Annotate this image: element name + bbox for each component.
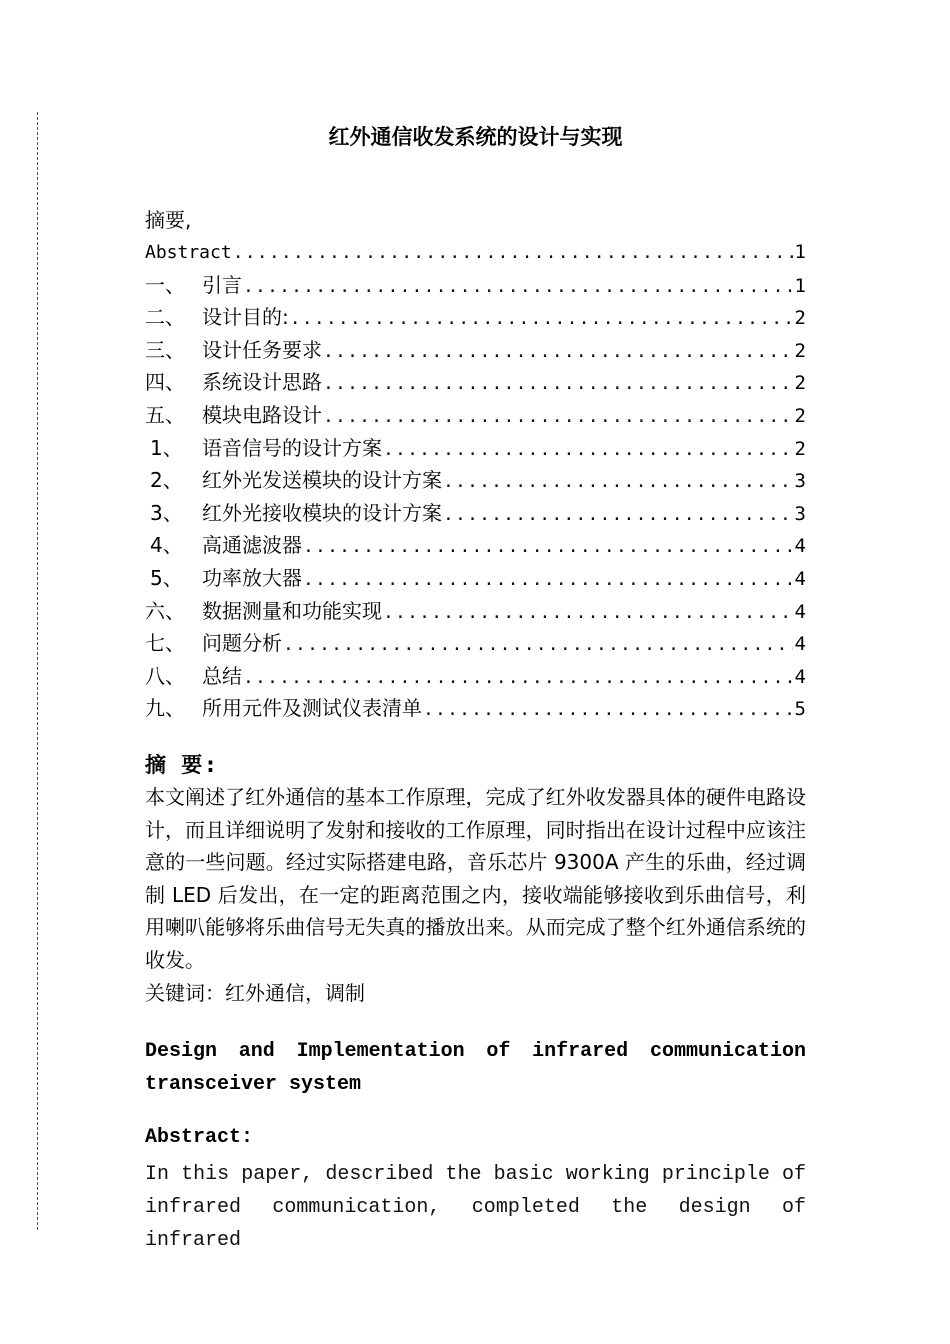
toc-entry-problem-analysis[interactable] bbox=[145, 627, 806, 660]
english-abstract-line-2: infrared communication, completed the design of infrared bbox=[145, 1196, 806, 1252]
toc-entry-component-list[interactable] bbox=[145, 692, 806, 725]
toc-entry-power-amplifier[interactable] bbox=[145, 562, 806, 595]
toc-entry-design-requirements[interactable] bbox=[145, 334, 806, 367]
toc-entry-number: 六、 bbox=[145, 598, 185, 623]
toc-entry-label: 总结 bbox=[202, 663, 242, 688]
toc-entry-summary[interactable] bbox=[145, 660, 806, 693]
toc-entry-number: 3、 bbox=[150, 500, 183, 525]
chinese-abstract-body: 本文阐述了红外通信的基本工作原理，完成了红外收发器具体的硬件电路设计，而且详细说明了发射和接收的工作原理，同时指出在设计过程中应该注意的一些问题。经过实际搭建电路，音乐芯片 9300A 产生的乐曲，经过调制 LED 后发出，在一定的距离范围之内，接收端能够接收到乐曲信号，利用喇叭能够将乐曲信号无失真的播放出来。从而完成了整个红外通信系统的收发。 bbox=[145, 785, 806, 972]
toc-leader-dots bbox=[442, 499, 793, 530]
toc-entry-label: 设计目的: bbox=[202, 305, 289, 330]
toc-entry-label: 红外光接收模块的设计方案 bbox=[202, 500, 442, 525]
binding-margin-line bbox=[37, 112, 38, 1230]
toc-entry-system-design[interactable] bbox=[145, 366, 806, 399]
toc-entry-page: 4 bbox=[794, 665, 806, 688]
toc-leader-dots bbox=[382, 434, 793, 465]
toc-entry-number: 九、 bbox=[145, 696, 185, 721]
toc-entry-label: 引言 bbox=[202, 272, 242, 297]
toc-entry-label: 高通滤波器 bbox=[202, 533, 302, 558]
toc-entry-page: 4 bbox=[794, 567, 806, 590]
toc-entry-voice-signal[interactable] bbox=[145, 432, 806, 465]
toc-entry-number: 2、 bbox=[150, 468, 183, 493]
english-abstract-body bbox=[145, 1158, 806, 1257]
toc-entry-page: 2 bbox=[794, 339, 806, 362]
english-title-line-1: Design and Implementation of infrared communication bbox=[145, 1040, 806, 1063]
toc-leader-dots bbox=[242, 662, 793, 693]
toc-entry-page: 5 bbox=[794, 698, 806, 721]
toc-leader-dots bbox=[232, 237, 793, 269]
toc-entry-number: 4、 bbox=[150, 533, 183, 558]
toc-entry-page: 2 bbox=[794, 437, 806, 460]
toc-entry-label: 语音信号的设计方案 bbox=[202, 435, 382, 460]
toc-entry-high-pass-filter[interactable] bbox=[145, 529, 806, 562]
toc-entry-label: 数据测量和功能实现 bbox=[202, 598, 382, 623]
english-title-line-2: transceiver system bbox=[145, 1073, 362, 1096]
toc-entry-page: 4 bbox=[794, 600, 806, 623]
toc-leader-dots bbox=[422, 694, 793, 725]
toc-leader-dots bbox=[442, 466, 793, 497]
toc-leader-dots bbox=[289, 303, 793, 334]
toc-leader-dots bbox=[322, 401, 793, 432]
toc-entry-label: 问题分析 bbox=[202, 631, 282, 656]
toc-entry-design-purpose[interactable] bbox=[145, 301, 806, 334]
toc-leader-dots bbox=[282, 629, 793, 660]
toc-entry-label: 功率放大器 bbox=[202, 565, 302, 590]
toc-entry-number: 七、 bbox=[145, 631, 185, 656]
toc-leader-dots bbox=[302, 531, 793, 562]
toc-entry-ir-transmitter[interactable] bbox=[145, 464, 806, 497]
toc-leader-dots bbox=[382, 597, 793, 628]
toc-entry-page: 2 bbox=[794, 404, 806, 427]
toc-entry-page: 2 bbox=[794, 372, 806, 395]
toc-entry-page: 3 bbox=[794, 502, 806, 525]
toc-leader-dots bbox=[322, 368, 793, 399]
toc-heading: 摘要, bbox=[145, 208, 192, 232]
toc-entry-label: 设计任务要求 bbox=[202, 337, 322, 362]
toc-entry-ir-receiver[interactable] bbox=[145, 497, 806, 530]
chinese-abstract-heading: 摘 要: bbox=[145, 753, 219, 777]
toc-entry-abstract[interactable] bbox=[145, 236, 806, 269]
english-title bbox=[145, 1035, 806, 1101]
toc-entry-number: 四、 bbox=[145, 370, 185, 395]
english-abstract-heading: Abstract: bbox=[145, 1126, 254, 1149]
toc-entry-number: 1、 bbox=[150, 435, 183, 460]
toc-entry-label: 模块电路设计 bbox=[202, 402, 322, 427]
toc-leader-dots bbox=[242, 271, 793, 302]
toc-leader-dots bbox=[302, 564, 793, 595]
document-title: 红外通信收发系统的设计与实现 bbox=[328, 125, 623, 149]
toc-entry-label: 系统设计思路 bbox=[202, 370, 322, 395]
keywords-line: 关键词：红外通信，调制 bbox=[145, 981, 365, 1005]
toc-entry-measurement[interactable] bbox=[145, 595, 806, 628]
toc-leader-dots bbox=[322, 336, 793, 367]
english-abstract-line-1: In this paper, described the basic working principle of bbox=[145, 1163, 806, 1186]
toc-entry-page: 3 bbox=[794, 470, 806, 493]
toc-entry-number: 二、 bbox=[145, 305, 185, 330]
table-of-contents bbox=[145, 236, 806, 725]
toc-entry-page: 2 bbox=[794, 307, 806, 330]
toc-entry-number: 一、 bbox=[145, 272, 185, 297]
toc-entry-label: Abstract bbox=[145, 242, 232, 263]
toc-entry-number: 五、 bbox=[145, 402, 185, 427]
toc-entry-page: 4 bbox=[794, 633, 806, 656]
toc-entry-page: 4 bbox=[794, 535, 806, 558]
toc-entry-label: 所用元件及测试仪表清单 bbox=[202, 696, 422, 721]
toc-entry-label: 红外光发送模块的设计方案 bbox=[202, 468, 442, 493]
toc-entry-number: 三、 bbox=[145, 337, 185, 362]
toc-entry-page: 1 bbox=[794, 241, 806, 263]
toc-entry-page: 1 bbox=[794, 274, 806, 297]
toc-entry-introduction[interactable] bbox=[145, 269, 806, 302]
toc-entry-number: 八、 bbox=[145, 663, 185, 688]
toc-entry-number: 5、 bbox=[150, 565, 183, 590]
toc-entry-module-circuit[interactable] bbox=[145, 399, 806, 432]
